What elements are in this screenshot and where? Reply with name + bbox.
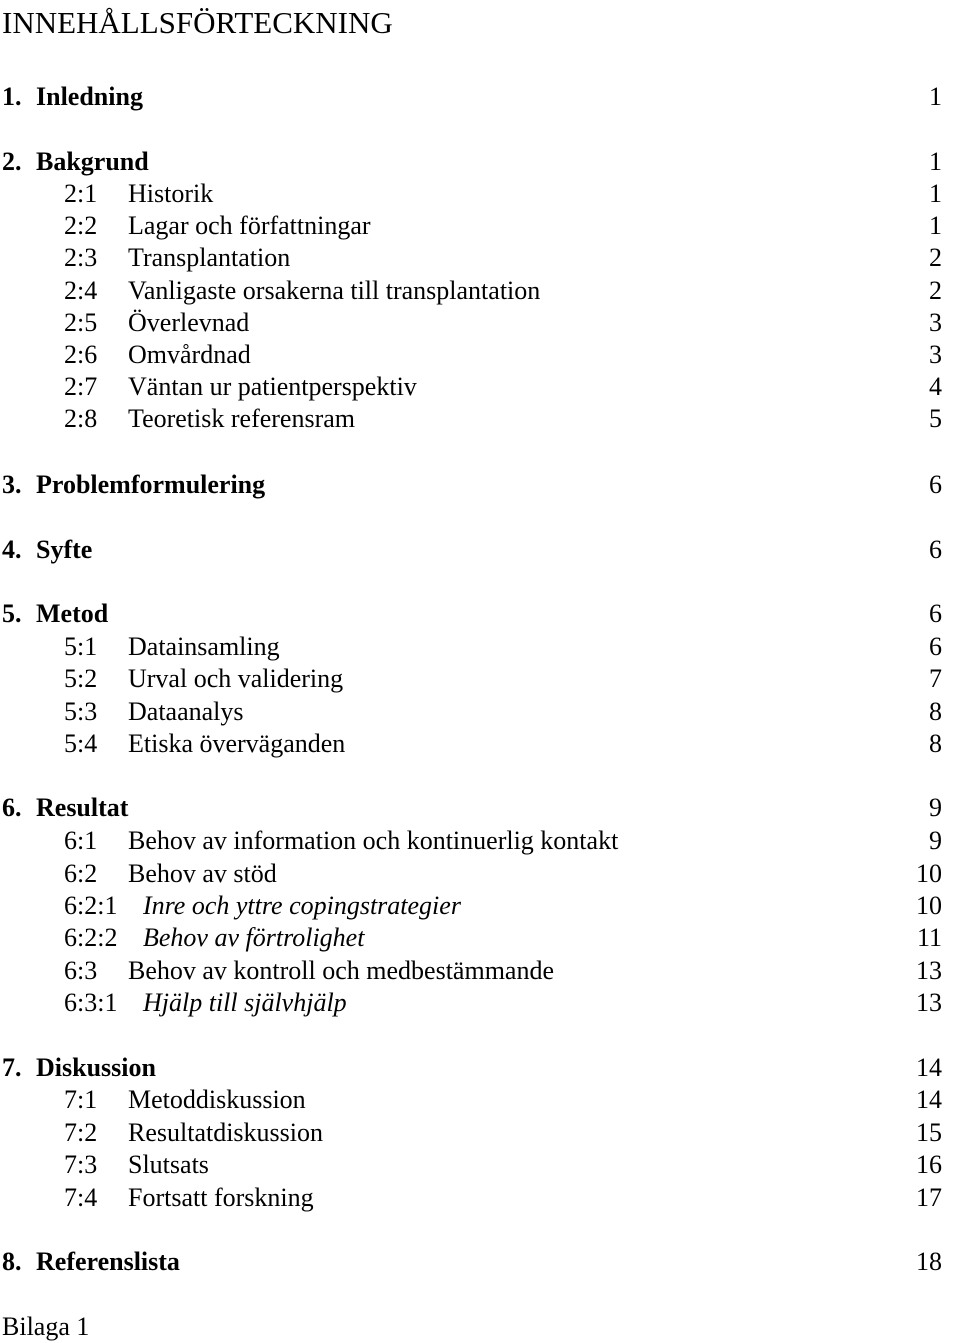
toc-entry-label: Diskussion	[36, 1053, 156, 1082]
toc-entry-page: 1	[929, 82, 942, 111]
toc-entry	[0, 1183, 960, 1213]
toc-entry-page: 3	[929, 308, 942, 337]
toc-entry	[0, 891, 960, 921]
toc-entry-label: Etiska överväganden	[128, 729, 346, 758]
toc-entry-label: Metoddiskussion	[128, 1085, 306, 1114]
toc-entry-number: 7.	[2, 1053, 22, 1082]
toc-entry-number: 7:2	[64, 1118, 98, 1147]
toc-entry-label: Resultatdiskussion	[128, 1118, 324, 1147]
toc-entry-label: Vanligaste orsakerna till transplantation	[128, 276, 541, 305]
toc-entry-label: Resultat	[36, 793, 129, 822]
toc-entry-label: Omvårdnad	[128, 340, 251, 369]
toc-entry-number: 3.	[2, 470, 22, 499]
toc-entry-number: 5:1	[64, 632, 98, 661]
toc-entry-label: Överlevnad	[128, 308, 250, 337]
toc-entry	[0, 632, 960, 662]
toc-entry-number: 2:6	[64, 340, 98, 369]
toc-entry-label: Inre och yttre copingstrategier	[143, 891, 461, 920]
toc-entry-label: Behov av stöd	[128, 859, 277, 888]
toc-entry-label: Inledning	[36, 82, 143, 111]
toc-entry-page: 8	[929, 729, 942, 758]
toc-entry-page: 13	[916, 988, 942, 1017]
toc-entry	[0, 243, 960, 273]
toc-entry-page: 5	[929, 404, 942, 433]
toc-entry-label: Historik	[128, 179, 214, 208]
toc-entry	[0, 372, 960, 402]
toc-entry	[0, 729, 960, 759]
toc-entry-number: 5:2	[64, 664, 98, 693]
toc-entry	[0, 1247, 960, 1277]
toc-entry-number: 7:1	[64, 1085, 98, 1114]
toc-entry-number: 2:8	[64, 404, 98, 433]
toc-entry-number: 2:7	[64, 372, 98, 401]
toc-entry-page: 6	[929, 632, 942, 661]
toc-entry-page: 9	[929, 793, 942, 822]
toc-entry-label: Behov av förtrolighet	[143, 923, 365, 952]
toc-entry-label: Teoretisk referensram	[128, 404, 356, 433]
toc-entry	[0, 988, 960, 1018]
toc-entry-number: 6:2:2	[64, 923, 118, 952]
toc-entry	[0, 276, 960, 306]
toc-entry-page: 6	[929, 470, 942, 499]
toc-entry	[0, 826, 960, 856]
toc-entry-label: Dataanalys	[128, 697, 244, 726]
toc-entry-page: 6	[929, 535, 942, 564]
toc-entry	[0, 179, 960, 209]
toc-entry-page: 8	[929, 697, 942, 726]
toc-entry	[0, 664, 960, 694]
toc-entry-number: 7:3	[64, 1150, 98, 1179]
toc-entry-label: Urval och validering	[128, 664, 344, 693]
appendix-label: Bilaga 1	[2, 1312, 90, 1341]
toc-entry-page: 6	[929, 599, 942, 628]
toc-entry-label: Behov av information och kontinuerlig kontakt	[128, 826, 619, 855]
toc-entry-label: Problemformulering	[36, 470, 266, 499]
toc-entry-number: 4.	[2, 535, 22, 564]
toc-entry-page: 2	[929, 276, 942, 305]
toc-entry-page: 15	[916, 1118, 942, 1147]
toc-entry-label: Väntan ur patientperspektiv	[128, 372, 417, 401]
toc-entry-label: Hjälp till självhjälp	[143, 988, 347, 1017]
toc-entry-number: 5:4	[64, 729, 98, 758]
toc-entry-page: 11	[916, 923, 942, 952]
toc-entry	[0, 470, 960, 500]
toc-entry-page: 18	[916, 1247, 942, 1276]
toc-entry-number: 6:2:1	[64, 891, 118, 920]
toc-entry-label: Metod	[36, 599, 109, 628]
toc-entry	[0, 793, 960, 823]
toc-entry-number: 6.	[2, 793, 22, 822]
toc-entry-number: 2.	[2, 147, 22, 176]
toc-entry-page: 17	[916, 1183, 942, 1212]
toc-entry	[0, 147, 960, 177]
toc-entry-number: 6:3:1	[64, 988, 118, 1017]
toc-entry-page: 16	[916, 1150, 942, 1179]
toc-entry-number: 2:2	[64, 211, 98, 240]
toc-entry-page: 1	[929, 179, 942, 208]
toc-entry-number: 5:3	[64, 697, 98, 726]
toc-entry-label: Fortsatt forskning	[128, 1183, 314, 1212]
toc-entry-label: Lagar och författningar	[128, 211, 371, 240]
toc-entry-number: 6:1	[64, 826, 98, 855]
toc-entry	[0, 340, 960, 370]
toc-entry-page: 4	[929, 372, 942, 401]
toc-entry-page: 14	[916, 1053, 942, 1082]
toc-entry	[0, 599, 960, 629]
toc-entry-page: 2	[929, 243, 942, 272]
toc-entry	[0, 1150, 960, 1180]
toc-entry-label: Syfte	[36, 535, 93, 564]
toc-entry	[0, 956, 960, 986]
toc-entry	[0, 404, 960, 434]
toc-entry-page: 3	[929, 340, 942, 369]
toc-entry-page: 10	[916, 891, 942, 920]
toc-entry-page: 9	[929, 826, 942, 855]
toc-entry	[0, 859, 960, 889]
toc-entry-page: 14	[916, 1085, 942, 1114]
toc-entry	[0, 697, 960, 727]
toc-entry	[0, 535, 960, 565]
toc-entry-label: Datainsamling	[128, 632, 280, 661]
toc-entry-label: Referenslista	[36, 1247, 180, 1276]
toc-entry-number: 6:2	[64, 859, 98, 888]
toc-entry-number: 6:3	[64, 956, 98, 985]
toc-entry-page: 7	[929, 664, 942, 693]
toc-entry-number: 2:5	[64, 308, 98, 337]
toc-entry-page: 13	[916, 956, 942, 985]
toc-entry-number: 7:4	[64, 1183, 98, 1212]
toc-entry	[0, 1085, 960, 1115]
toc-entry-number: 5.	[2, 599, 22, 628]
toc-entry	[0, 308, 960, 338]
toc-entry	[0, 211, 960, 241]
toc-entry-label: Behov av kontroll och medbestämmande	[128, 956, 555, 985]
toc-entry-number: 1.	[2, 82, 22, 111]
toc-entry-label: Slutsats	[128, 1150, 209, 1179]
toc-entry	[0, 1053, 960, 1083]
toc-entry-label: Transplantation	[128, 243, 291, 272]
toc-entry-number: 2:1	[64, 179, 98, 208]
toc-entry-number: 8.	[2, 1247, 22, 1276]
toc-entry-page: 1	[929, 147, 942, 176]
toc-entry	[0, 1118, 960, 1148]
toc-entry-number: 2:3	[64, 243, 98, 272]
page-title: INNEHÅLLSFÖRTECKNING	[2, 5, 393, 40]
toc-entry-label: Bakgrund	[36, 147, 149, 176]
toc-entry	[0, 923, 960, 953]
toc-entry-number: 2:4	[64, 276, 98, 305]
toc-entry	[0, 82, 960, 112]
toc-entry-page: 1	[929, 211, 942, 240]
toc-entry-page: 10	[916, 859, 942, 888]
